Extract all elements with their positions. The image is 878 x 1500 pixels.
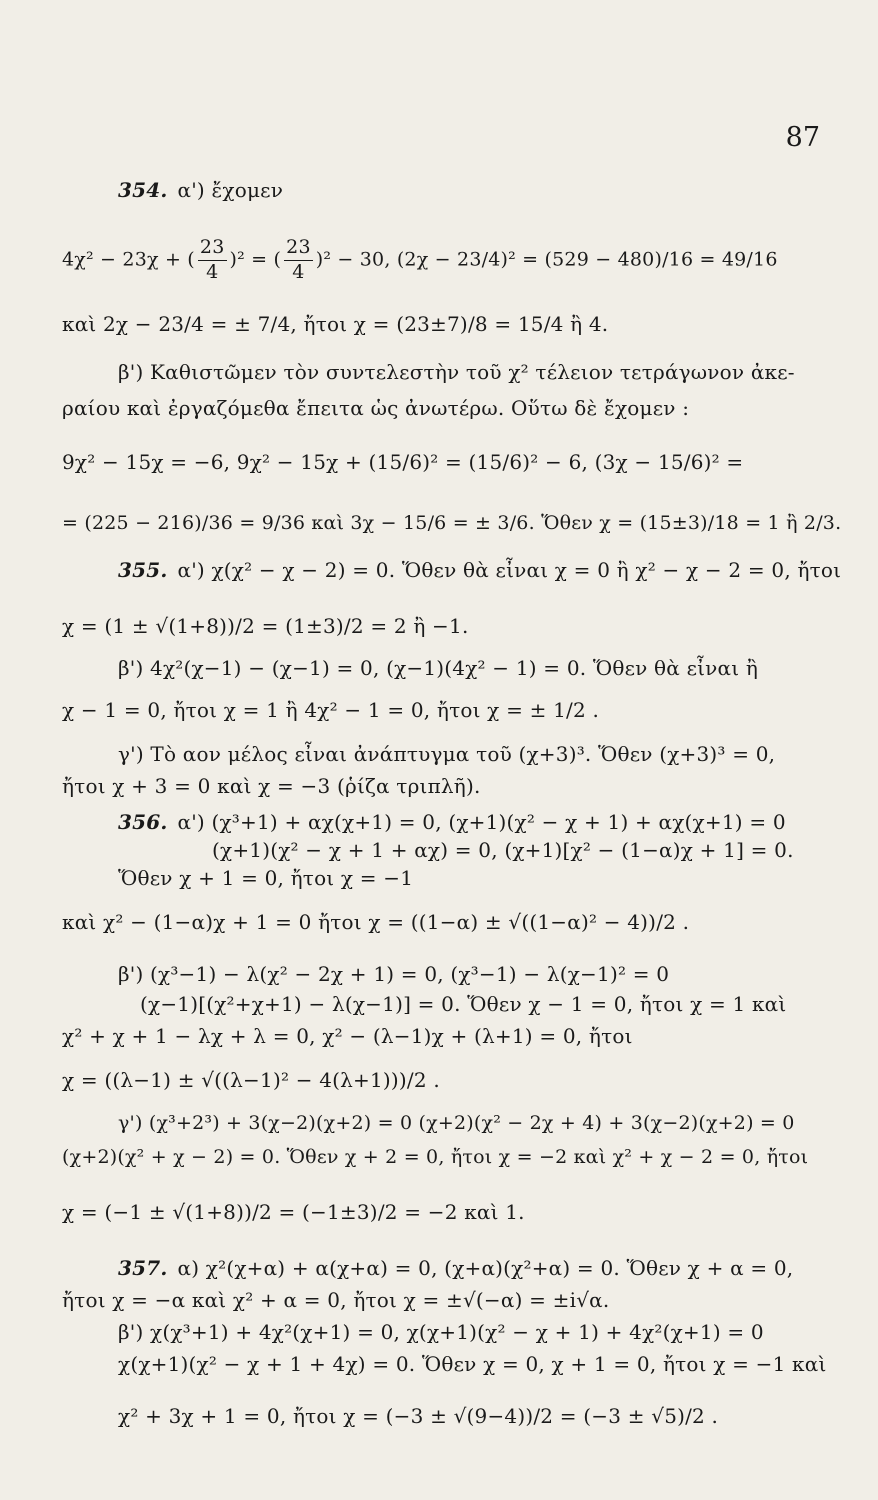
problem-355-heading: 355. α') χ(χ² − χ − 2) = 0. Ὅθεν θὰ εἶναι χ = 0 ἢ χ² − χ − 2 = 0, ἤτοι bbox=[118, 558, 842, 582]
problem-357-heading: 357. α) χ²(χ+α) + α(χ+α) = 0, (χ+α)(χ²+α) = 0. Ὅθεν χ + α = 0, bbox=[118, 1256, 794, 1280]
text-line: καὶ 2χ − 23/4 = ± 7/4, ἤτοι χ = (23±7)/8 = 15/4 ἢ 4. bbox=[62, 312, 609, 336]
equation-line: (χ+2)(χ² + χ − 2) = 0. Ὅθεν χ + 2 = 0, ἤτοι χ = −2 καὶ χ² + χ − 2 = 0, ἤτοι bbox=[62, 1146, 809, 1168]
equation-line: χ − 1 = 0, ἤτοι χ = 1 ἢ 4χ² − 1 = 0, ἤτοι χ = ± 1/2 . bbox=[62, 698, 599, 722]
equation-line: = (225 − 216)/36 = 9/36 καὶ 3χ − 15/6 = ± 3/6. Ὅθεν χ = (15±3)/18 = 1 ἢ 2/3. bbox=[62, 512, 842, 534]
equation-line: χ = (−1 ± √(1+8))/2 = (−1±3)/2 = −2 καὶ 1. bbox=[62, 1200, 525, 1224]
text-line: ἤτοι χ + 3 = 0 καὶ χ = −3 (ῥίζα τριπλῆ). bbox=[62, 774, 481, 798]
equation-line: χ = ((λ−1) ± √((λ−1)² − 4(λ+1)))/2 . bbox=[62, 1068, 440, 1092]
fraction: $\frac{23}{4}$ bbox=[199, 236, 225, 283]
equation-line: (χ+1)(χ² − χ + 1 + αχ) = 0, (χ+1)[χ² − (1−α)χ + 1] = 0. bbox=[212, 838, 794, 862]
text-line: Ὅθεν χ + 1 = 0, ἤτοι χ = −1 bbox=[118, 866, 414, 890]
equation-line: β') χ(χ³+1) + 4χ²(χ+1) = 0, χ(χ+1)(χ² − χ + 1) + 4χ²(χ+1) = 0 bbox=[118, 1320, 764, 1344]
equation-line: 4χ² − 23χ + ( $\frac{23}{4}$ )² = ( $\frac{23}{4}$ )² − 30, (2χ − 23/4)² = (529 − 480)/16 = 49/16 bbox=[62, 236, 778, 283]
text-line: ἤτοι χ = −α καὶ χ² + α = 0, ἤτοι χ = ±√(−α) = ±i√α. bbox=[62, 1288, 610, 1312]
equation-line: χ(χ+1)(χ² − χ + 1 + 4χ) = 0. Ὅθεν χ = 0, χ + 1 = 0, ἤτοι χ = −1 καὶ bbox=[118, 1352, 827, 1376]
fraction: $\frac{23}{4}$ bbox=[286, 236, 311, 283]
equation-line: καὶ χ² − (1−α)χ + 1 = 0 ἤτοι χ = ((1−α) ± √((1−α)² − 4))/2 . bbox=[62, 910, 690, 934]
equation-line: (χ−1)[(χ²+χ+1) − λ(χ−1)] = 0. Ὅθεν χ − 1 = 0, ἤτοι χ = 1 καὶ bbox=[140, 992, 787, 1016]
text-line: β') Καθιστῶμεν τὸν συντελεστὴν τοῦ χ² τέλειον τετράγωνον ἀκε- bbox=[118, 360, 795, 384]
text-line: ραίου καὶ ἐργαζόμεθα ἔπειτα ὡς ἀνωτέρω. Οὕτω δὲ ἔχομεν : bbox=[62, 396, 690, 420]
equation-line: χ² + 3χ + 1 = 0, ἤτοι χ = (−3 ± √(9−4))/2 = (−3 ± √5)/2 . bbox=[118, 1404, 719, 1428]
problem-354-heading: 354. α') ἔχομεν bbox=[118, 178, 284, 202]
equation-line: χ = (1 ± √(1+8))/2 = (1±3)/2 = 2 ἢ −1. bbox=[62, 614, 469, 638]
problem-356-heading: 356. α') (χ³+1) + αχ(χ+1) = 0, (χ+1)(χ² − χ + 1) + αχ(χ+1) = 0 bbox=[118, 810, 786, 834]
equation-line: γ') (χ³+2³) + 3(χ−2)(χ+2) = 0 (χ+2)(χ² − 2χ + 4) + 3(χ−2)(χ+2) = 0 bbox=[118, 1112, 795, 1134]
equation-line: 9χ² − 15χ = −6, 9χ² − 15χ + (15/6)² = (15/6)² − 6, (3χ − 15/6)² = bbox=[62, 450, 744, 474]
equation-line: β') (χ³−1) − λ(χ² − 2χ + 1) = 0, (χ³−1) − λ(χ−1)² = 0 bbox=[118, 962, 670, 986]
page-number: 87 bbox=[785, 122, 820, 153]
text-line: γ') Τὸ αον μέλος εἶναι ἀνάπτυγμα τοῦ (χ+3)³. Ὅθεν (χ+3)³ = 0, bbox=[118, 742, 776, 766]
equation-line: χ² + χ + 1 − λχ + λ = 0, χ² − (λ−1)χ + (λ+1) = 0, ἤτοι bbox=[62, 1024, 633, 1048]
text-line: β') 4χ²(χ−1) − (χ−1) = 0, (χ−1)(4χ² − 1) = 0. Ὅθεν θὰ εἶναι ἢ bbox=[118, 656, 759, 680]
